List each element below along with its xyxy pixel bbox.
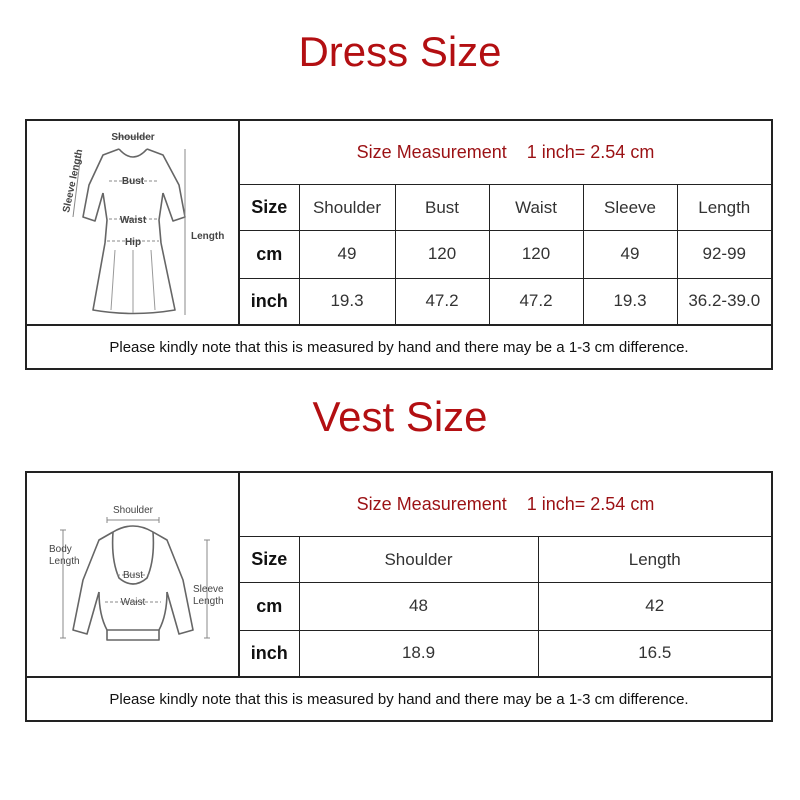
header-cell: Waist — [489, 185, 583, 231]
dress-size-title: Dress Size — [298, 28, 502, 75]
table-row — [240, 231, 771, 278]
vest-sleeve-length-label: Length — [192, 595, 224, 607]
table-header-row — [240, 185, 771, 231]
vest-note: Please kindly note that this is measured by hand and there may be a 1-3 cm difference. — [27, 676, 771, 720]
dress-size-chart — [25, 119, 773, 370]
table-cell: 49 — [583, 231, 677, 278]
table-cell: 48 — [299, 583, 538, 630]
header-cell: Size — [251, 197, 288, 218]
table-cell: 19.3 — [299, 278, 395, 324]
table-cell: 18.9 — [299, 630, 538, 676]
table-cell: inch — [240, 630, 299, 676]
vest-sleeve-length-label: Sleeve — [192, 583, 224, 595]
header-cell: Sleeve — [583, 185, 677, 231]
vest-body-length-label: Length — [48, 555, 80, 567]
vest-measurement-header: Size Measurement 1 inch= 2.54 cm — [240, 473, 771, 537]
dress-sketch-icon — [33, 125, 233, 320]
table-row — [240, 278, 771, 324]
table-cell: 16.5 — [538, 630, 771, 676]
table-row — [240, 630, 771, 676]
vest-shoulder-label: Shoulder — [112, 504, 153, 516]
dress-hip-label: Hip — [124, 237, 141, 248]
header-cell: Size — [251, 549, 288, 570]
dress-shoulder-label: Shoulder — [110, 132, 155, 143]
dress-measurement-header: Size Measurement 1 inch= 2.54 cm — [240, 121, 771, 185]
vest-size-title: Vest Size — [312, 393, 488, 440]
vest-body-length-label: Body — [48, 543, 72, 555]
table-cell: 47.2 — [489, 278, 583, 324]
vest-illustration — [27, 473, 240, 676]
header-cell: Bust — [395, 185, 489, 231]
dress-length-label: Length — [190, 231, 224, 242]
table-cell: 120 — [395, 231, 489, 278]
vest-size-chart — [25, 471, 773, 722]
vest-sketch-icon — [33, 480, 233, 670]
table-cell: 36.2-39.0 — [677, 278, 771, 324]
table-cell: 92-99 — [677, 231, 771, 278]
vest-size-table — [240, 537, 771, 676]
vest-waist-label: Waist — [120, 596, 145, 608]
header-cell: Length — [538, 537, 771, 583]
table-cell: 120 — [489, 231, 583, 278]
dress-illustration — [27, 121, 240, 324]
table-header-row — [240, 537, 771, 583]
header-cell: Shoulder — [299, 185, 395, 231]
dress-waist-label: Waist — [119, 215, 146, 226]
dress-bust-label: Bust — [121, 176, 144, 187]
table-cell: 47.2 — [395, 278, 489, 324]
dress-sleeve-label: Sleeve length — [60, 148, 85, 214]
table-cell: 49 — [299, 231, 395, 278]
dress-size-table — [240, 185, 771, 324]
vest-bust-label: Bust — [122, 569, 143, 581]
table-cell: 19.3 — [583, 278, 677, 324]
table-row — [240, 583, 771, 630]
table-cell: cm — [240, 231, 299, 278]
header-cell: Length — [677, 185, 771, 231]
table-cell: 42 — [538, 583, 771, 630]
dress-note: Please kindly note that this is measured by hand and there may be a 1-3 cm difference. — [27, 324, 771, 368]
table-cell: cm — [240, 583, 299, 630]
header-cell: Shoulder — [299, 537, 538, 583]
table-cell: inch — [240, 278, 299, 324]
